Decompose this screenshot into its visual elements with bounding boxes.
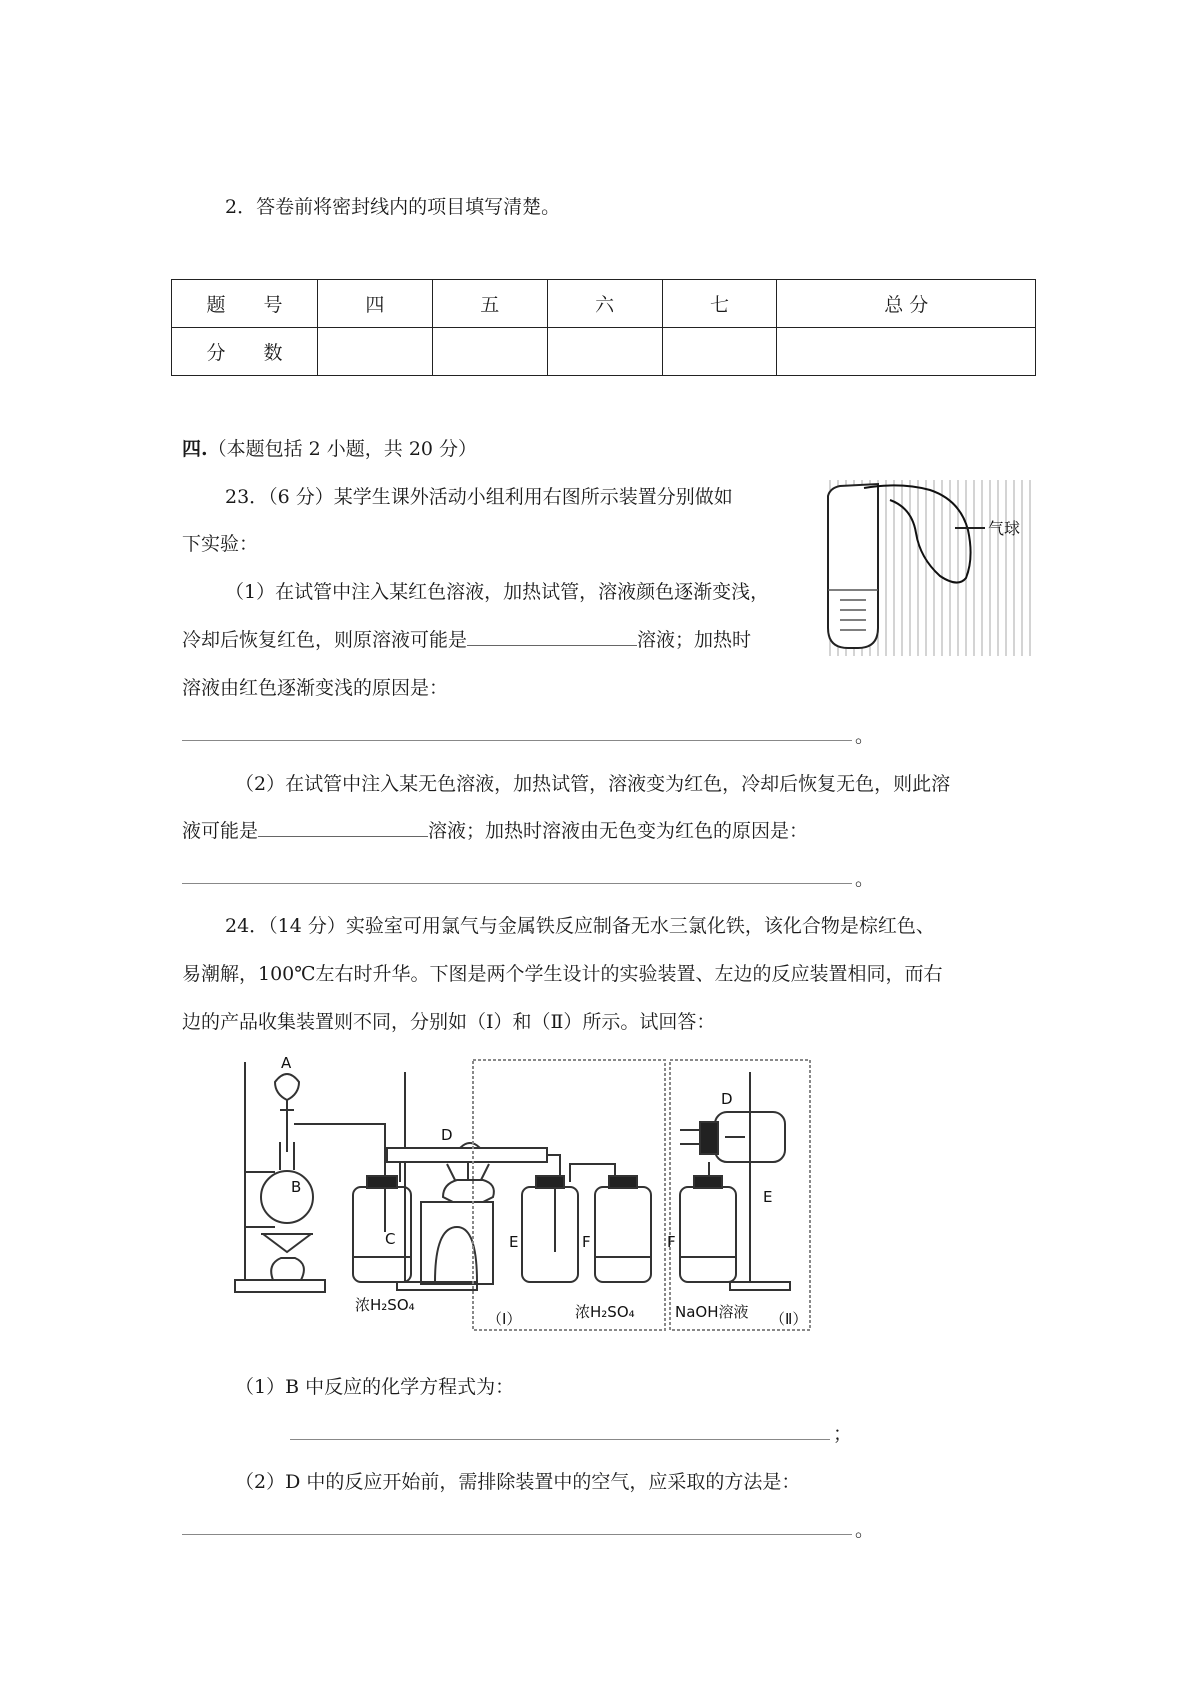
period: 。	[855, 1519, 875, 1541]
q23-part2-text2: 溶液；加热时溶液由无色变为红色的原因是：	[428, 820, 809, 842]
q24-question-2: （2）D 中的反应开始前，需排除装置中的空气，应采取的方法是：	[235, 1471, 801, 1493]
score-cell[interactable]	[777, 328, 1036, 376]
label-A: A	[281, 1054, 292, 1072]
section-label: 四.	[182, 438, 208, 460]
q23-part1-text2: 溶液；加热时	[637, 629, 752, 651]
score-header-cell: 六	[547, 280, 662, 328]
q23-part1-line3: 溶液由红色逐渐变浅的原因是：	[182, 677, 449, 699]
score-header-cell: 四	[318, 280, 433, 328]
label-box-II: （Ⅱ）	[770, 1310, 808, 1328]
answer-line[interactable]	[182, 883, 852, 884]
score-cell[interactable]	[662, 328, 777, 376]
score-cell[interactable]	[432, 328, 547, 376]
label-C: C	[385, 1230, 396, 1248]
balloon-label: 气球	[988, 519, 1021, 538]
section-heading	[182, 440, 477, 459]
score-table	[171, 279, 1036, 376]
q23-part1: （1）在试管中注入某红色溶液，加热试管，溶液颜色逐渐变浅，	[225, 581, 770, 603]
q23-part1-line2	[182, 631, 751, 650]
period: 。	[855, 868, 875, 890]
label-F: F	[582, 1233, 591, 1251]
score-cell[interactable]	[547, 328, 662, 376]
answer-line[interactable]	[182, 1534, 852, 1535]
label-box-I: （Ⅰ）	[487, 1310, 522, 1328]
q24-intro-line3: 边的产品收集装置则不同，分别如（Ⅰ）和（Ⅱ）所示。试回答：	[182, 1011, 716, 1033]
note-2: 2．答卷前将密封线内的项目填写清楚。	[225, 196, 561, 218]
q23-intro: 23．（6 分）某学生课外活动小组利用右图所示装置分别做如	[225, 486, 733, 508]
label-D: D	[441, 1126, 453, 1144]
label-naoh: NaOH溶液	[675, 1303, 749, 1321]
q23-part2-line2	[182, 822, 808, 841]
test-tube-balloon-figure	[820, 478, 1045, 658]
q23-intro-cont: 下实验：	[182, 533, 259, 555]
apparatus-figure	[225, 1052, 870, 1342]
label-B: B	[291, 1178, 302, 1196]
semicolon: ；	[833, 1423, 853, 1445]
q23-part2: （2）在试管中注入某无色溶液，加热试管，溶液变为红色，冷却后恢复无色，则此溶	[235, 773, 951, 795]
score-row-label: 分 数	[172, 328, 318, 376]
q24-intro: 24．（14 分）实验室可用氯气与金属铁反应制备无水三氯化铁，该化合物是棕红色、	[225, 915, 935, 937]
section-desc: （本题包括 2 小题，共 20 分）	[207, 438, 478, 460]
q24-intro-line2: 易潮解，100℃左右时升华。下图是两个学生设计的实验装置、左边的反应装置相同，而右	[182, 963, 943, 985]
q24-question-1: （1）B 中反应的化学方程式为：	[235, 1376, 515, 1398]
answer-blank[interactable]	[467, 644, 637, 646]
answer-blank[interactable]	[258, 835, 428, 837]
label-E: E	[509, 1233, 519, 1251]
score-table-score-row	[172, 328, 1036, 376]
label-D2: D	[721, 1090, 733, 1108]
answer-line[interactable]	[182, 740, 852, 741]
score-header-cell: 总 分	[777, 280, 1036, 328]
label-E2: E	[763, 1188, 773, 1206]
score-table-header-row	[172, 280, 1036, 328]
q23-part1-text: 冷却后恢复红色，则原溶液可能是	[182, 629, 468, 651]
period: 。	[855, 725, 875, 747]
score-header-cell: 七	[662, 280, 777, 328]
score-header-cell: 题 号	[172, 280, 318, 328]
answer-line[interactable]	[290, 1439, 830, 1440]
score-header-cell: 五	[432, 280, 547, 328]
label-h2so4-2: 浓H₂SO₄	[575, 1303, 635, 1321]
label-h2so4-1: 浓H₂SO₄	[355, 1296, 415, 1314]
score-cell[interactable]	[318, 328, 433, 376]
q23-part2-text: 液可能是	[182, 820, 259, 842]
label-F2: F	[667, 1233, 676, 1251]
